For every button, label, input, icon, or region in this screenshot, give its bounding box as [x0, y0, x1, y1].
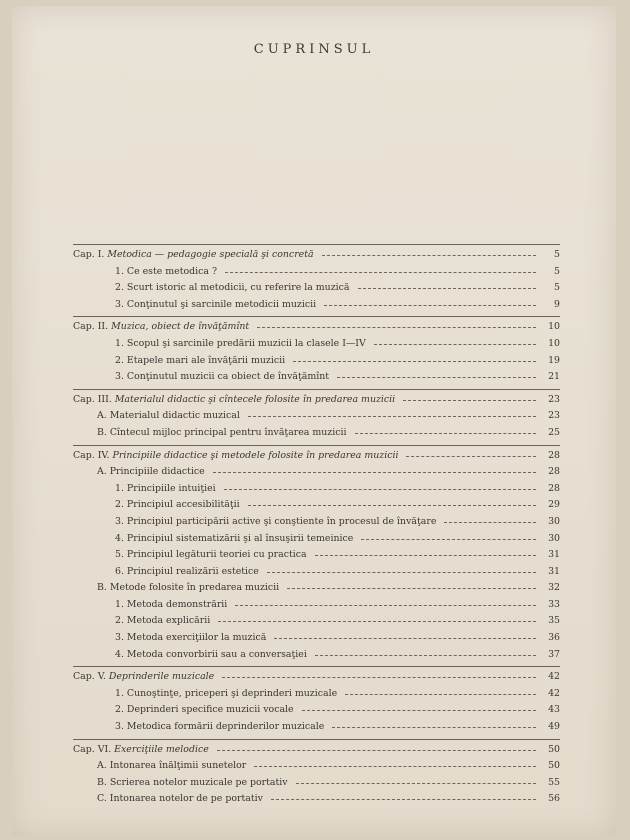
toc-entry — [73, 647, 560, 664]
leader-dashes — [332, 727, 536, 728]
toc-entry — [73, 564, 560, 581]
page-number: 33 — [548, 598, 560, 610]
chapter-title: Deprinderile muzicale — [108, 671, 215, 683]
page-number: 10 — [548, 321, 560, 333]
entry-title: B. Scrierea notelor muzicale pe portativ — [97, 776, 288, 788]
page-number: 36 — [548, 632, 560, 644]
page-number: 30 — [548, 515, 560, 527]
toc-entry — [73, 369, 560, 386]
leader-dashes — [322, 255, 536, 256]
entry-title: 2. Metoda explicării — [115, 615, 211, 627]
page-number: 35 — [548, 615, 560, 627]
page-number: 30 — [548, 532, 560, 544]
chapter-block — [73, 316, 560, 388]
leader-dashes — [358, 288, 537, 289]
toc-entry — [73, 702, 560, 719]
leader-dashes — [267, 572, 536, 573]
leader-dashes — [337, 377, 536, 378]
toc-entry — [73, 791, 560, 808]
leader-dashes — [235, 605, 536, 606]
entry-title: 2. Etapele mari ale învăţării muzicii — [115, 354, 286, 366]
page-number: 5 — [554, 282, 560, 294]
leader-dashes — [374, 344, 536, 345]
page-number: 23 — [548, 410, 560, 422]
chapter-number: Cap. III. — [73, 393, 112, 405]
chapter-block — [73, 244, 560, 316]
chapter-number: Cap. V. — [73, 671, 106, 683]
toc-entry — [73, 497, 560, 514]
leader-dashes — [287, 588, 536, 589]
toc-entry — [73, 630, 560, 647]
chapter-title: Principiile didactice şi metodele folosite în predarea muzicii — [112, 449, 399, 461]
entry-title: 1. Principiile intuiţiei — [115, 482, 216, 494]
toc-entry — [73, 775, 560, 792]
leader-dashes — [271, 799, 536, 800]
page-number: 25 — [548, 426, 560, 438]
page-number: 42 — [548, 671, 560, 683]
entry-title: A. Materialul didactic muzical — [97, 410, 240, 422]
chapter-heading — [73, 319, 560, 336]
page-number: 31 — [548, 565, 560, 577]
entry-title: 3. Metodica formării deprinderilor muzicale — [115, 721, 325, 733]
leader-dashes — [355, 433, 537, 434]
entry-title: 1. Scopul şi sarcinile predării muzicii la clasele I—IV — [115, 337, 366, 349]
toc-entry — [73, 336, 560, 353]
page-number: 37 — [548, 648, 560, 660]
entry-title: C. Intonarea notelor de pe portativ — [97, 793, 263, 805]
entry-title: 4. Metoda convorbirii sau a conversaţiei — [115, 648, 307, 660]
page-number: 10 — [548, 337, 560, 349]
chapter-number: Cap. II. — [73, 321, 109, 333]
page-number: 19 — [548, 354, 560, 366]
toc-entry — [73, 481, 560, 498]
toc-entry — [73, 425, 560, 442]
leader-dashes — [444, 522, 536, 523]
page-number: 32 — [548, 582, 560, 594]
chapter-block — [73, 389, 560, 445]
leader-dashes — [315, 655, 536, 656]
chapter-label — [73, 742, 209, 759]
leader-dashes — [213, 472, 536, 473]
toc-entry — [73, 719, 560, 736]
toc-entry — [73, 353, 560, 370]
leader-dashes — [254, 766, 536, 767]
leader-dashes — [406, 456, 536, 457]
chapter-heading — [73, 392, 560, 409]
entry-title: 3. Conţinutul şi sarcinile metodicii muzicii — [115, 298, 317, 310]
leader-dashes — [324, 305, 536, 306]
leader-dashes — [345, 694, 536, 695]
entry-title: 4. Principiul sistematizării şi al însuşirii temeinice — [115, 532, 354, 544]
page-number: 42 — [548, 687, 560, 699]
leader-dashes — [257, 327, 536, 328]
toc-entry — [73, 408, 560, 425]
page-number: 5 — [554, 265, 560, 277]
chapter-heading — [73, 448, 560, 465]
leader-dashes — [361, 539, 536, 540]
leader-dashes — [225, 272, 536, 273]
chapter-label — [73, 247, 314, 264]
toc-entry — [73, 264, 560, 281]
leader-dashes — [403, 400, 536, 401]
entry-title: 2. Deprinderi specifice muzicii vocale — [115, 704, 294, 716]
page-number: 9 — [554, 298, 560, 310]
leader-dashes — [217, 750, 536, 751]
toc-entry — [73, 280, 560, 297]
page-number: 55 — [548, 776, 560, 788]
entry-title: A. Principiile didactice — [97, 466, 205, 478]
entry-title: B. Cîntecul mijloc principal pentru învăţarea muzicii — [97, 426, 347, 438]
page-number: 5 — [554, 249, 560, 260]
chapter-heading — [73, 247, 560, 264]
entry-title: 2. Principiul accesibilităţii — [115, 499, 240, 511]
leader-dashes — [218, 621, 536, 622]
leader-dashes — [293, 361, 536, 362]
chapter-label — [73, 319, 249, 336]
chapter-number: Cap. IV. — [73, 449, 110, 461]
chapter-label — [73, 448, 398, 465]
entry-title: 5. Principiul legăturii teoriei cu practica — [115, 549, 307, 561]
leader-dashes — [248, 505, 536, 506]
chapter-heading — [73, 669, 560, 686]
chapter-label — [73, 669, 214, 686]
page-number: 21 — [548, 371, 560, 383]
entry-title: 1. Cunoştinţe, priceperi şi deprinderi muzicale — [115, 687, 338, 699]
leader-dashes — [224, 489, 536, 490]
chapter-title: Muzica, obiect de învăţămînt — [111, 321, 250, 333]
entry-title: 2. Scurt istoric al metodicii, cu referire la muzică — [115, 282, 350, 294]
toc-entry — [73, 613, 560, 630]
leader-dashes — [315, 555, 536, 556]
toc-entry — [73, 597, 560, 614]
leader-dashes — [296, 783, 536, 784]
page-number: 31 — [548, 549, 560, 561]
entry-title: 1. Metoda demonstrării — [115, 598, 228, 610]
page-number: 56 — [548, 793, 560, 805]
leader-dashes — [302, 710, 536, 711]
chapter-title: Metodica — pedagogie specială şi concretă — [107, 249, 314, 260]
toc-entry — [73, 531, 560, 548]
toc-entry — [73, 547, 560, 564]
page-number: 50 — [548, 760, 560, 772]
entry-title: 1. Ce este metodica ? — [115, 265, 217, 277]
chapter-block — [73, 666, 560, 738]
entry-title: 3. Conţinutul muzicii ca obiect de învăţămînt — [115, 371, 330, 383]
chapter-number: Cap. I. — [73, 249, 105, 260]
page-number: 43 — [548, 704, 560, 716]
chapter-number: Cap. VI. — [73, 743, 112, 755]
toc-entry — [73, 297, 560, 314]
leader-dashes — [222, 677, 536, 678]
chapter-block — [73, 445, 560, 667]
page-number: 23 — [548, 393, 560, 405]
toc-entry — [73, 464, 560, 481]
page-number: 29 — [548, 499, 560, 511]
entry-title: B. Metode folosite în predarea muzicii — [97, 582, 280, 594]
page-number: 49 — [548, 721, 560, 733]
page-number: 50 — [548, 743, 560, 755]
toc-entry — [73, 580, 560, 597]
page-number: 28 — [548, 482, 560, 494]
book-page — [12, 6, 616, 836]
chapter-block — [73, 739, 560, 811]
entry-title: A. Intonarea înălţimii sunetelor — [97, 760, 247, 772]
chapter-label — [73, 392, 395, 409]
page-number: 28 — [548, 449, 560, 461]
table-of-contents — [73, 244, 560, 811]
toc-entry — [73, 686, 560, 703]
chapter-heading — [73, 742, 560, 759]
entry-title: 3. Metoda exerciţiilor la muzică — [115, 632, 267, 644]
page-title: CUPRINSUL — [253, 42, 375, 57]
chapter-title: Materialul didactic şi cîntecele folosite în predarea muzicii — [114, 393, 396, 405]
page-number: 28 — [548, 466, 560, 478]
entry-title: 6. Principiul realizării estetice — [115, 565, 259, 577]
chapter-title: Exerciţiile melodice — [114, 743, 209, 755]
entry-title: 3. Principiul participării active şi conştiente în procesul de învăţare — [115, 515, 437, 527]
toc-entry — [73, 514, 560, 531]
leader-dashes — [274, 638, 536, 639]
leader-dashes — [248, 416, 536, 417]
toc-entry — [73, 758, 560, 775]
